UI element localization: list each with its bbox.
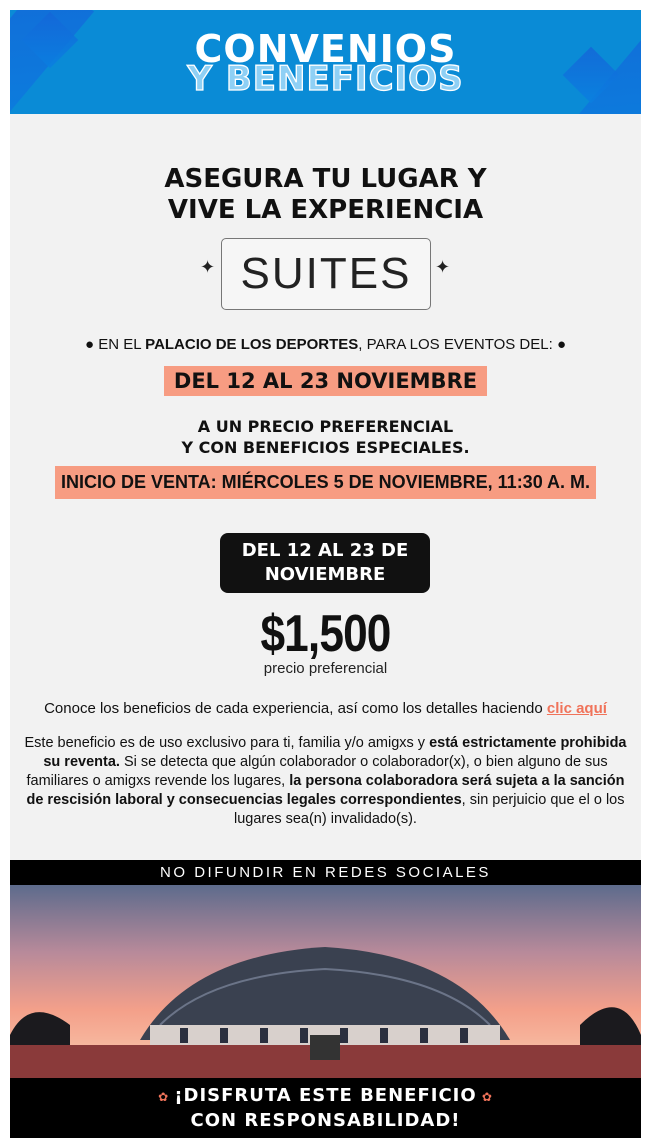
bullet-icon: ● — [84, 336, 99, 353]
legal-bold: está estrictamente prohibida su reventa. — [43, 735, 627, 770]
details-text — [10, 700, 641, 717]
legal-bold: la persona colaboradora será sujeta a la sanción de rescisión laboral y consecuencias legales correspondientes — [26, 773, 625, 808]
legal-part: , sin perjuicio que el o los lugares sea(n) invalidado(s). — [234, 792, 625, 827]
main-body — [10, 114, 641, 860]
venue-text — [10, 336, 641, 353]
header-subtitle: Y BENEFICIOS — [187, 59, 464, 99]
header-title: CONVENIOS — [194, 27, 457, 71]
footer-line: CON RESPONSABILIDAD! — [190, 1110, 461, 1131]
sparkle-icon: ✦ — [435, 257, 451, 277]
venue-pre: EN EL — [98, 336, 146, 353]
header-banner — [10, 10, 641, 114]
venue-post: , PARA LOS EVENTOS DEL: — [358, 336, 553, 353]
dates-text: DEL 12 AL 23 NOVIEMBRE — [164, 366, 487, 396]
sale-start — [10, 466, 641, 499]
pill-line: DEL 12 AL 23 DE — [241, 540, 409, 561]
email-content — [10, 10, 641, 1138]
footer-line: ¡DISFRUTA ESTE BENEFICIO — [174, 1085, 477, 1106]
dates-pill — [220, 533, 430, 593]
preferential-text — [10, 416, 641, 458]
emoji-icon: ✿ — [158, 1090, 175, 1104]
warning-banner: NO DIFUNDIR EN REDES SOCIALES — [10, 860, 641, 885]
legal-part: Este beneficio es de uso exclusivo para ti, familia y/o amigxs y — [24, 735, 430, 751]
pill-line: NOVIEMBRE — [264, 564, 386, 585]
details-link[interactable]: clic aquí — [546, 700, 607, 717]
legal-part: Si se detecta que algún colaborador o colaborador(x), o bien alguno de sus familiares o amigxs revende los lugares, — [26, 754, 608, 789]
details-copy: Conoce los beneficios de cada experiencia, así como los detalles haciendo — [44, 700, 547, 717]
main-title — [10, 164, 641, 226]
price: $1,500 — [260, 605, 391, 663]
suites-label: SUITES — [221, 238, 431, 310]
dates-highlight — [10, 366, 641, 396]
footer-banner — [10, 1078, 641, 1138]
venue-name: PALACIO DE LOS DEPORTES — [145, 336, 359, 353]
title-line: VIVE LA EXPERIENCIA — [167, 195, 484, 225]
bullet-icon: ● — [552, 336, 567, 353]
sparkle-icon: ✦ — [200, 257, 216, 277]
title-line: ASEGURA TU LUGAR Y — [164, 164, 487, 194]
palacio-photo — [10, 885, 641, 1078]
price-label: precio preferencial — [263, 660, 388, 677]
sale-text: INICIO DE VENTA: MIÉRCOLES 5 DE NOVIEMBRE, 11:30 A. M. — [55, 466, 596, 499]
emoji-icon: ✿ — [476, 1090, 493, 1104]
pref-line: A UN PRECIO PREFERENCIAL — [197, 417, 454, 436]
legal-text — [24, 734, 627, 829]
pref-line: Y CON BENEFICIOS ESPECIALES. — [181, 438, 470, 457]
